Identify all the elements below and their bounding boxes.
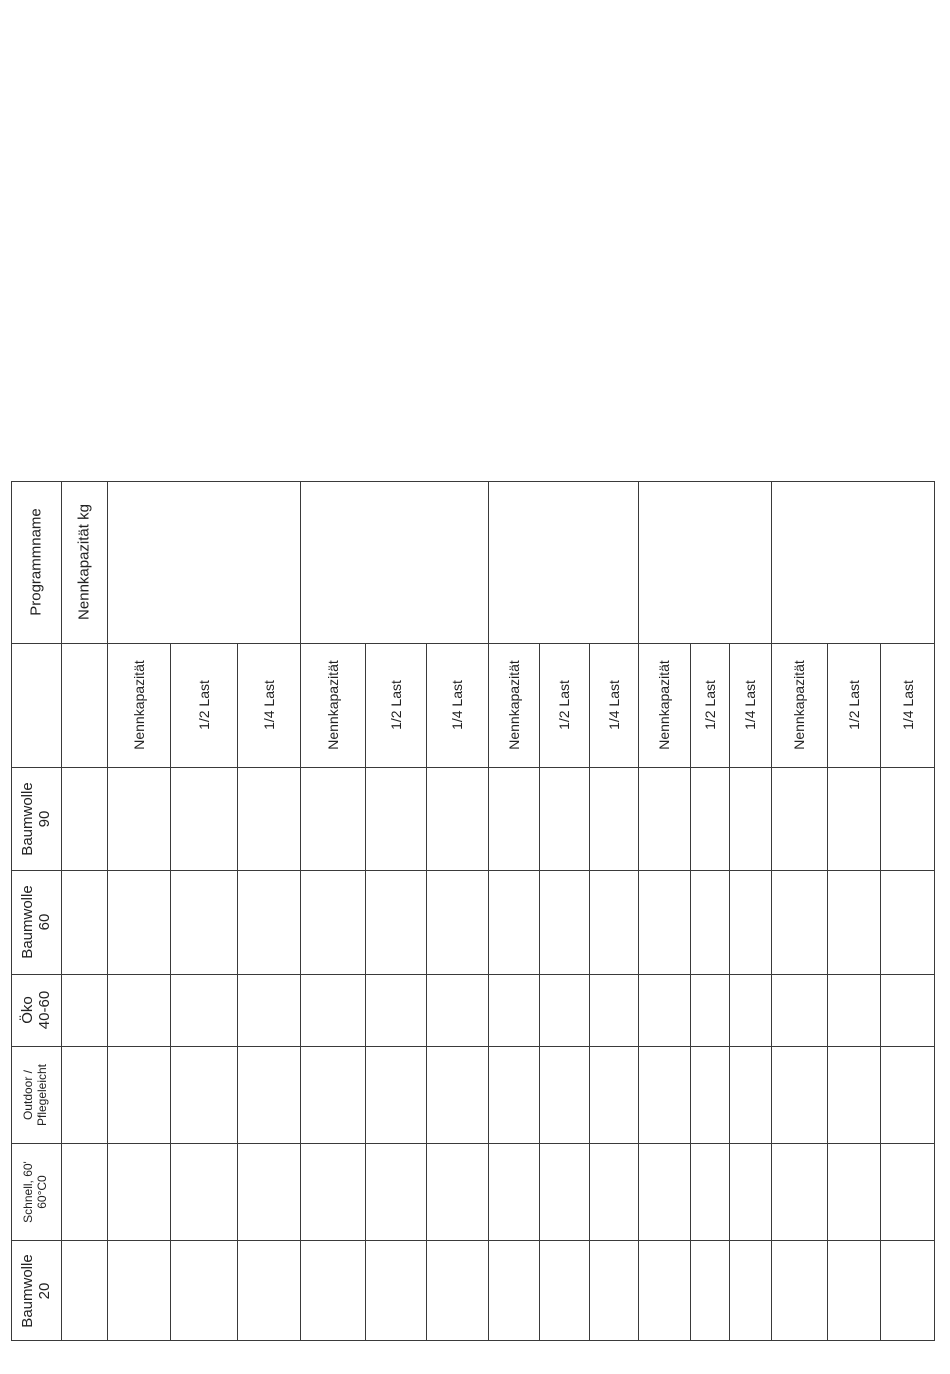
table-cell xyxy=(300,1143,365,1240)
table-cell xyxy=(539,1240,589,1341)
program-name-label-text: 60 xyxy=(36,913,53,931)
table-cell xyxy=(771,767,827,870)
table-cell xyxy=(827,870,880,974)
table-cell xyxy=(365,870,426,974)
subheader-label-text: 1/2 Last xyxy=(387,680,404,730)
table-cell xyxy=(729,1240,771,1341)
table-cell xyxy=(170,767,237,870)
table-cell xyxy=(61,767,107,870)
subheader-label xyxy=(701,680,717,730)
table-cell xyxy=(827,767,880,870)
header-programmname-text: Programmname xyxy=(27,508,45,616)
table-cell xyxy=(426,1240,488,1341)
table-cell xyxy=(880,1046,935,1143)
table-gridline xyxy=(11,643,935,644)
program-name-label-text: Schnell, 60' xyxy=(21,1160,36,1223)
table-cell xyxy=(237,1143,300,1240)
table-cell xyxy=(638,1143,690,1240)
table-cell xyxy=(771,870,827,974)
subheader-label xyxy=(845,680,861,730)
table-cell xyxy=(729,1046,771,1143)
program-name-label-text: 40-60 xyxy=(36,990,53,1030)
table-cell xyxy=(690,1240,729,1341)
subheader-label-text: 1/4 Last xyxy=(605,680,622,730)
table-cell xyxy=(638,974,690,1046)
table-cell xyxy=(300,1240,365,1341)
header-nennkapazitaet-kg-text: Nennkapazität kg xyxy=(75,504,93,620)
table-cell xyxy=(107,767,170,870)
table-cell xyxy=(237,870,300,974)
program-name-label-text: 20 xyxy=(36,1282,53,1299)
table-cell xyxy=(539,767,589,870)
table-cell xyxy=(170,870,237,974)
table-cell xyxy=(638,1046,690,1143)
subheader-label xyxy=(656,660,672,750)
table-cell xyxy=(107,870,170,974)
subheader-label-text: 1/4 Last xyxy=(448,680,465,730)
table-cell xyxy=(300,767,365,870)
program-name-label-text: 60°C0 xyxy=(35,1174,49,1209)
table-cell xyxy=(827,974,880,1046)
table-cell xyxy=(880,767,935,870)
table-cell xyxy=(771,1143,827,1240)
table-cell xyxy=(237,767,300,870)
table-cell xyxy=(107,1240,170,1341)
table-cell xyxy=(880,1240,935,1341)
subheader-label xyxy=(260,680,276,730)
table-cell xyxy=(589,1240,638,1341)
table-cell xyxy=(539,974,589,1046)
table-cell xyxy=(638,870,690,974)
subheader-label-text: 1/2 Last xyxy=(845,680,862,730)
table-cell xyxy=(690,1143,729,1240)
program-name-label xyxy=(22,1161,50,1223)
subheader-label-text: Nennkapazität xyxy=(130,660,147,750)
table-cell xyxy=(170,1143,237,1240)
table-cell xyxy=(107,1046,170,1143)
program-name-label-text: Baumwolle xyxy=(18,1253,36,1328)
subheader-label-text: 1/2 Last xyxy=(195,680,212,730)
subheader-label-text: 1/2 Last xyxy=(555,680,572,730)
table-cell xyxy=(488,870,539,974)
table-cell xyxy=(729,1143,771,1240)
table-cell xyxy=(589,1143,638,1240)
table-cell xyxy=(827,1143,880,1240)
table-cell xyxy=(61,870,107,974)
subheader-label xyxy=(130,660,146,750)
table-cell xyxy=(771,974,827,1046)
program-name-label-text: 90 xyxy=(36,810,53,827)
table-cell xyxy=(638,767,690,870)
table-cell xyxy=(237,1240,300,1341)
table-cell xyxy=(690,870,729,974)
table-cell xyxy=(690,767,729,870)
table-cell xyxy=(365,1240,426,1341)
table-cell xyxy=(170,1046,237,1143)
table-cell xyxy=(107,1143,170,1240)
subheader-label-text: Nennkapazität xyxy=(655,660,672,750)
subheader-label xyxy=(324,660,340,750)
program-name-label-text: Öko xyxy=(18,996,36,1024)
table-cell xyxy=(365,1046,426,1143)
table-cell xyxy=(365,974,426,1046)
subheader-label xyxy=(556,680,572,730)
table-cell xyxy=(589,1046,638,1143)
table-cell xyxy=(170,1240,237,1341)
subheader-label-text: Nennkapazität xyxy=(505,660,522,750)
table-cell xyxy=(880,974,935,1046)
table-cell xyxy=(365,767,426,870)
table-cell xyxy=(488,1046,539,1143)
table-cell xyxy=(426,1143,488,1240)
subheader-label xyxy=(449,680,465,730)
table-cell xyxy=(638,1240,690,1341)
table-gridline xyxy=(11,481,12,1341)
subheader-label-text: 1/2 Last xyxy=(701,680,718,730)
table-cell xyxy=(880,870,935,974)
header-programmname xyxy=(27,508,44,616)
subheader-label-text: Nennkapazität xyxy=(324,660,341,750)
table-cell xyxy=(61,974,107,1046)
subheader-label xyxy=(387,680,403,730)
subheader-label xyxy=(899,680,915,730)
table-cell xyxy=(589,974,638,1046)
table-cell xyxy=(827,1046,880,1143)
table-cell xyxy=(771,1046,827,1143)
program-name-label xyxy=(19,1254,54,1327)
table-cell xyxy=(690,1046,729,1143)
subheader-label-text: 1/4 Last xyxy=(741,680,758,730)
table-cell xyxy=(365,1143,426,1240)
table-cell xyxy=(300,974,365,1046)
subheader-label xyxy=(791,660,807,750)
program-name-label xyxy=(19,991,54,1029)
table-cell xyxy=(237,974,300,1046)
subheader-label xyxy=(505,660,521,750)
table-cell xyxy=(827,1240,880,1341)
table-cell xyxy=(729,767,771,870)
table-cell xyxy=(237,1046,300,1143)
subheader-label xyxy=(605,680,621,730)
table-cell xyxy=(61,1046,107,1143)
subheader-label xyxy=(742,680,758,730)
subheader-label-text: Nennkapazität xyxy=(790,660,807,750)
program-name-label-text: Pflegeleicht xyxy=(35,1063,49,1126)
table-cell xyxy=(170,974,237,1046)
table-gridline xyxy=(11,481,935,482)
table-cell xyxy=(61,1143,107,1240)
table-cell xyxy=(488,767,539,870)
program-name-label xyxy=(22,1063,50,1125)
table-cell xyxy=(426,974,488,1046)
header-nennkapazitaet-kg xyxy=(75,504,92,620)
table-cell xyxy=(539,870,589,974)
subheader-label-text: 1/4 Last xyxy=(899,680,916,730)
table-cell xyxy=(300,870,365,974)
subheader-label xyxy=(195,680,211,730)
table-cell xyxy=(539,1143,589,1240)
table-cell xyxy=(61,1240,107,1341)
table-cell xyxy=(300,1046,365,1143)
table-cell xyxy=(426,870,488,974)
table-cell xyxy=(771,1240,827,1341)
program-name-label-text: Outdoor / xyxy=(21,1069,36,1120)
program-name-label-text: Baumwolle xyxy=(18,781,36,856)
program-name-label xyxy=(19,782,54,855)
table-cell xyxy=(107,974,170,1046)
table-cell xyxy=(880,1143,935,1240)
table-cell xyxy=(589,767,638,870)
table-cell xyxy=(426,767,488,870)
table-cell xyxy=(539,1046,589,1143)
table-cell xyxy=(488,1143,539,1240)
table-cell xyxy=(488,974,539,1046)
energy-data-table xyxy=(11,481,935,1341)
table-cell xyxy=(589,870,638,974)
program-name-label-text: Baumwolle xyxy=(18,885,36,959)
table-cell xyxy=(729,974,771,1046)
table-cell xyxy=(426,1046,488,1143)
table-cell xyxy=(729,870,771,974)
table-cell xyxy=(690,974,729,1046)
subheader-label-text: 1/4 Last xyxy=(260,680,277,730)
table-cell xyxy=(488,1240,539,1341)
program-name-label xyxy=(19,885,54,958)
